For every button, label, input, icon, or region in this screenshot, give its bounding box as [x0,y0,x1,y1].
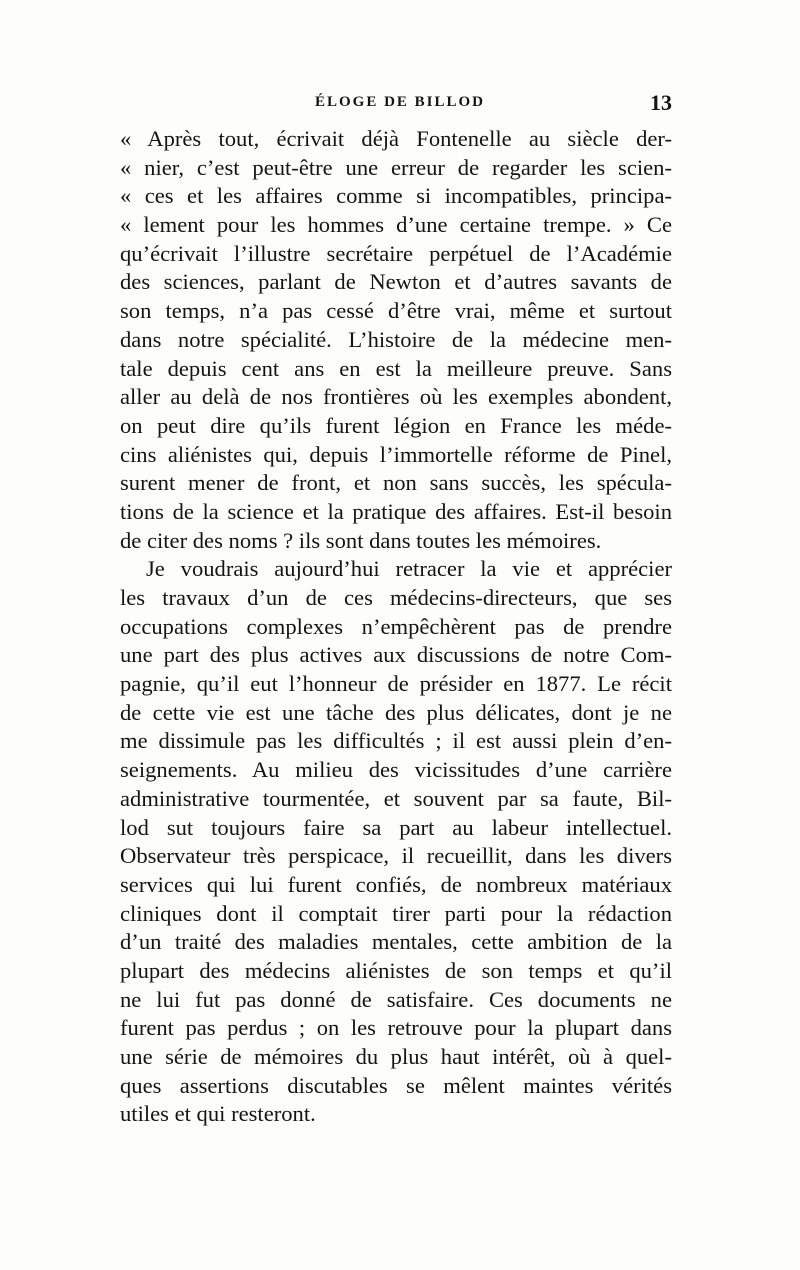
text-line: les travaux d’un de ces médecins-directeurs, que ses [120,585,672,610]
text-line: une série de mémoires du plus haut intérêt, où à quel- [120,1044,672,1069]
text-line: lod sut toujours faire sa part au labeur intellectuel. [120,814,672,840]
text-line: tale depuis cent ans en est la meilleure preuve. Sans [120,355,672,381]
text-line: occupations complexes n’empêchèrent pas de prendre [120,613,672,639]
text-line: utiles et qui resteront. [120,1101,316,1127]
text-line: « ces et les affaires comme si incompatibles, principa- [120,183,672,209]
running-title: ÉLOGE DE BILLOD [314,94,486,110]
text-line: ne lui fut pas donné de satisfaire. Ces documents ne [120,986,672,1012]
text-line: surent mener de front, et non sans succès, les spécula- [120,470,672,496]
text-line: « Après tout, écrivait déjà Fontenelle au siècle der- [120,126,672,151]
text-line: « lement pour les hommes d’une certaine trempe. » Ce [120,212,672,238]
text-line: plupart des médecins aliénistes de son temps et qu’il [120,957,672,983]
text-line: aller au delà de nos frontières où les exemples abondent, [120,384,672,410]
text-line: tions de la science et la pratique des affaires. Est-il besoin [120,498,672,524]
text-line: qu’écrivait l’illustre secrétaire perpétuel de l’Académie [120,240,672,266]
text-line: d’un traité des maladies mentales, cette ambition de la [120,929,672,955]
text-line: dans notre spécialité. L’histoire de la médecine men- [120,326,672,352]
text-line: Observateur très perspicace, il recueillit, dans les divers [120,843,672,869]
text-line: furent pas perdus ; on les retrouve pour la plupart dans [120,1015,672,1041]
text-line: pagnie, qu’il eut l’honneur de présider en 1877. Le récit [120,671,672,697]
text-line: cins aliénistes qui, depuis l’immortelle réforme de Pinel, [120,441,672,467]
text-line: « nier, c’est peut-être une erreur de regarder les scien- [120,154,672,180]
text-line: services qui lui furent confiés, de nombreux matériaux [120,871,672,897]
text-line: son temps, n’a pas cessé d’être vrai, même et surtout [120,298,672,324]
text-line: des sciences, parlant de Newton et d’autres savants de [120,269,672,295]
text-line: administrative tourmentée, et souvent par sa faute, Bil- [120,785,672,811]
text-line: ques assertions discutables se mêlent maintes vérités [120,1072,672,1098]
page-number: 13 [650,90,672,115]
text-line: cliniques dont il comptait tirer parti pour la rédaction [120,900,672,926]
running-head [0,92,800,116]
text-line: de citer des noms ? ils sont dans toutes les mémoires. [120,527,602,553]
text-line: seignements. Au milieu des vicissitudes d’une carrière [120,757,672,783]
text-line: de cette vie est une tâche des plus délicates, dont je ne [120,699,672,725]
body-text [120,125,672,1129]
text-line: une part des plus actives aux discussions de notre Com- [120,642,672,668]
text-line: on peut dire qu’ils furent légion en France les méde- [120,412,672,438]
text-line: Je voudrais aujourd’hui retracer la vie et apprécier [146,556,672,582]
text-line: me dissimule pas les difficultés ; il est aussi plein d’en- [120,728,672,754]
